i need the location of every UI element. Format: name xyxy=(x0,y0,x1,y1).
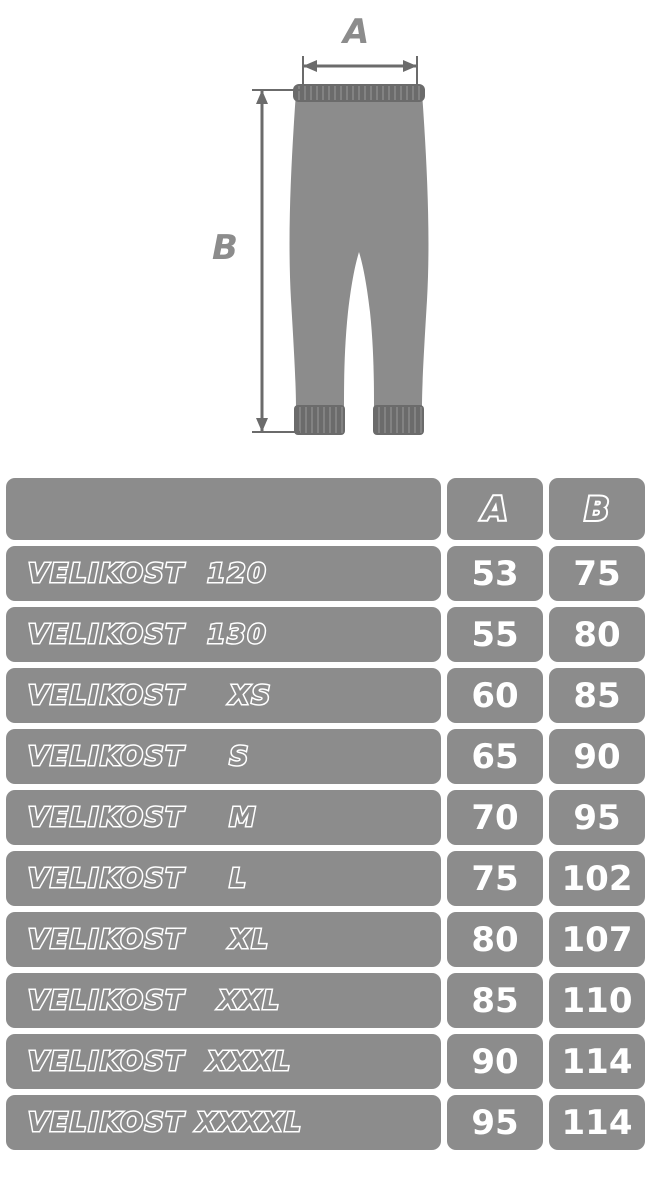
value-a-text: 53 xyxy=(471,553,519,594)
size-text: VELIKOST XL xyxy=(28,924,270,955)
dimension-label-b: B xyxy=(212,228,239,268)
value-a-text: 85 xyxy=(471,980,519,1021)
row-size-label xyxy=(6,851,441,906)
row-value-b xyxy=(549,973,645,1028)
row-size-label xyxy=(6,1034,441,1089)
row-value-a xyxy=(447,1095,543,1150)
size-text: VELIKOST XXL xyxy=(28,985,281,1016)
header-label-b: B xyxy=(584,490,610,528)
row-value-b xyxy=(549,729,645,784)
table-row xyxy=(6,973,645,1028)
table-row xyxy=(6,546,645,601)
dimension-label-a: A xyxy=(343,12,371,52)
value-a-text: 60 xyxy=(471,675,519,716)
row-value-a xyxy=(447,729,543,784)
size-text: VELIKOST S xyxy=(28,741,251,772)
value-b-text: 90 xyxy=(573,736,621,777)
size-text: VELIKOST XXXXL xyxy=(28,1107,303,1138)
table-header-row xyxy=(6,478,645,540)
row-value-b xyxy=(549,851,645,906)
value-b-text: 80 xyxy=(573,614,621,655)
row-size-label xyxy=(6,546,441,601)
table-row xyxy=(6,790,645,845)
table-row xyxy=(6,912,645,967)
row-value-a xyxy=(447,790,543,845)
row-value-a xyxy=(447,668,543,723)
row-value-a xyxy=(447,607,543,662)
pants-shape xyxy=(290,92,429,408)
row-size-label xyxy=(6,912,441,967)
dimension-a-arrow xyxy=(303,56,417,88)
row-size-label xyxy=(6,607,441,662)
value-b-text: 95 xyxy=(573,797,621,838)
value-b-text: 114 xyxy=(561,1102,633,1143)
size-text: VELIKOST L xyxy=(28,863,248,894)
value-a-text: 80 xyxy=(471,919,519,960)
header-label-a: A xyxy=(482,490,508,528)
table-row xyxy=(6,668,645,723)
row-size-label xyxy=(6,790,441,845)
row-value-a xyxy=(447,1034,543,1089)
value-a-text: 65 xyxy=(471,736,519,777)
row-size-label xyxy=(6,668,441,723)
row-value-a xyxy=(447,973,543,1028)
table-row xyxy=(6,1095,645,1150)
row-size-label xyxy=(6,973,441,1028)
row-value-a xyxy=(447,912,543,967)
row-value-a xyxy=(447,851,543,906)
row-value-b xyxy=(549,607,645,662)
value-a-text: 70 xyxy=(471,797,519,838)
row-value-b xyxy=(549,668,645,723)
value-b-text: 75 xyxy=(573,553,621,594)
size-chart xyxy=(0,478,651,1150)
value-a-text: 75 xyxy=(471,858,519,899)
value-a-text: 95 xyxy=(471,1102,519,1143)
row-value-b xyxy=(549,912,645,967)
size-text: VELIKOST XS xyxy=(28,680,273,711)
row-size-label xyxy=(6,729,441,784)
row-size-label xyxy=(6,1095,441,1150)
row-value-b xyxy=(549,1095,645,1150)
value-b-text: 107 xyxy=(561,919,633,960)
table-row xyxy=(6,729,645,784)
value-b-text: 102 xyxy=(561,858,633,899)
waistband xyxy=(293,84,425,102)
value-b-text: 114 xyxy=(561,1041,633,1082)
value-a-text: 55 xyxy=(471,614,519,655)
table-row xyxy=(6,607,645,662)
row-value-b xyxy=(549,546,645,601)
value-b-text: 85 xyxy=(573,675,621,716)
pants-illustration xyxy=(0,0,651,478)
size-text: VELIKOST 130 xyxy=(28,619,268,650)
size-text: VELIKOST 120 xyxy=(28,558,268,589)
header-cell-blank xyxy=(6,478,441,540)
left-cuff xyxy=(294,405,345,435)
value-b-text: 110 xyxy=(561,980,633,1021)
row-value-b xyxy=(549,1034,645,1089)
table-row xyxy=(6,1034,645,1089)
header-cell-b xyxy=(549,478,645,540)
size-text: VELIKOST M xyxy=(28,802,258,833)
row-value-b xyxy=(549,790,645,845)
pants-measurement-diagram xyxy=(0,0,651,478)
row-value-a xyxy=(447,546,543,601)
size-text: VELIKOST XXXL xyxy=(28,1046,292,1077)
table-row xyxy=(6,851,645,906)
right-cuff xyxy=(373,405,424,435)
value-a-text: 90 xyxy=(471,1041,519,1082)
header-cell-a xyxy=(447,478,543,540)
